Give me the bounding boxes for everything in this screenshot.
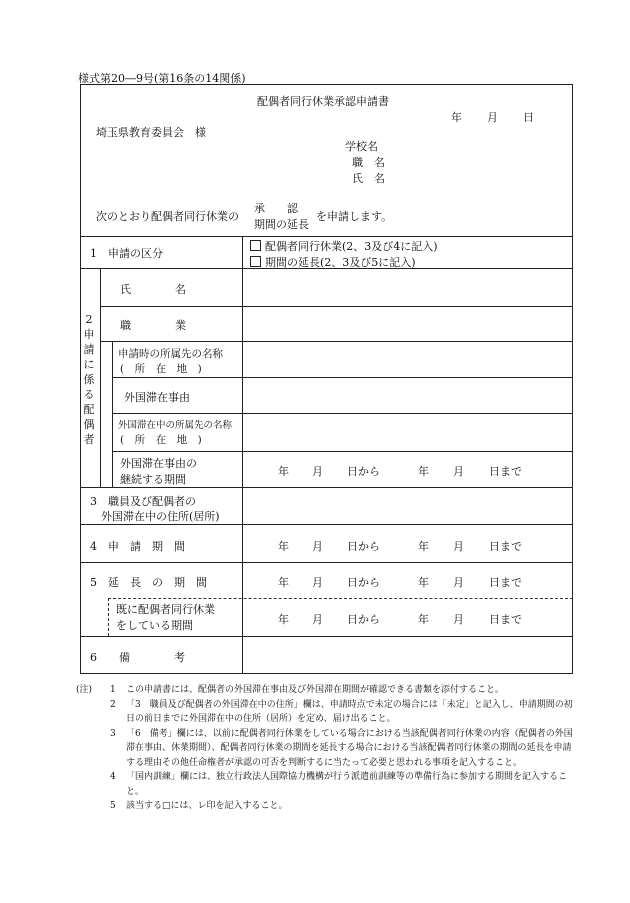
notes xyxy=(76,683,576,814)
row-divider xyxy=(80,487,573,488)
date-year: 年 xyxy=(451,111,462,124)
affiliation-label: 申請時の所属先の名称 xyxy=(118,348,223,360)
reason-period-label-2: 継続する期間 xyxy=(120,473,186,486)
option-extension[interactable]: 期間の延長(2、3及び5に記入) xyxy=(250,254,416,270)
row-divider xyxy=(112,377,573,378)
vertical-label-char: 申 xyxy=(83,328,95,341)
row-divider xyxy=(80,236,573,237)
note-item: 5 該当する□には、レ印を記入すること。 xyxy=(110,801,288,811)
vertical-label-char: る xyxy=(83,388,95,401)
note-item: 3 「6 備考」欄には、以前に配偶者同行休業をしている場合における当該配偶者同行休業の内容（配偶者の外国滞在事由、休業期間）、配偶者同行休業の期間を延長する場合における当該配偶者同行休業の期間の延長を申請する理由その他任命権者が承認の可否を判断するに当たって必要と思われる事項を記入すること。 xyxy=(110,728,573,768)
affiliation-address-label: ( 所 在 地 ) xyxy=(120,363,202,375)
addressee: 埼玉県教育委員会 様 xyxy=(96,126,206,139)
prior-leave-label-2: をしている期間 xyxy=(116,619,193,632)
column-divider xyxy=(242,236,243,674)
column-divider xyxy=(112,341,113,487)
school-name-label: 学校名 xyxy=(345,140,378,153)
section-2-vertical-label xyxy=(82,312,96,447)
section-1-label: 1 申請の区分 xyxy=(90,247,163,260)
abroad-affiliation-address-label: ( 所 在 地 ) xyxy=(120,434,202,446)
vertical-label-char: に xyxy=(83,358,95,371)
row-divider xyxy=(112,451,573,452)
position-label: 職 名 xyxy=(352,156,385,169)
dashed-divider xyxy=(108,598,573,599)
spouse-name-label: 氏 名 xyxy=(120,283,186,296)
request-option-extension: 期間の延長 xyxy=(254,218,309,231)
vertical-label-char: 者 xyxy=(83,433,95,446)
applicant-name-label: 氏 名 xyxy=(352,172,385,185)
row-divider xyxy=(100,306,573,307)
vertical-label-char: 配 xyxy=(83,403,95,416)
vertical-label-char: 2 xyxy=(85,313,93,326)
vertical-label-char: 係 xyxy=(83,373,95,386)
request-prefix: 次のとおり配偶者同行休業の xyxy=(96,210,239,223)
notes-heading: (注) xyxy=(76,685,93,695)
section-4-label: 4 申 請 期 間 xyxy=(90,540,185,553)
abroad-affiliation-label: 外国滞在中の所属先の名称 xyxy=(118,420,233,431)
date-day: 日 xyxy=(523,111,534,124)
note-item: 2 「3 職員及び配偶者の外国滞在中の住所」欄は、申請時点で未定の場合には「未定」と記入し、申請期間の初日の前日までに外国滞在中の住所（居所）を定め、届け出ること。 xyxy=(110,699,573,724)
row-divider xyxy=(112,413,573,414)
date-month: 月 xyxy=(487,111,498,124)
row-divider xyxy=(100,341,573,342)
section-5-label: 5 延 長 の 期 間 xyxy=(90,576,207,589)
row-divider xyxy=(80,524,573,525)
reason-abroad-label: 外国滞在事由 xyxy=(124,391,190,404)
vertical-label-char: 請 xyxy=(83,343,95,356)
prior-leave-label: 既に配偶者同行休業 xyxy=(116,603,215,616)
reason-period-label: 外国滞在事由の xyxy=(120,457,197,470)
vertical-label-char: 偶 xyxy=(83,418,95,431)
section-3-label-2: 外国滞在中の住所(居所) xyxy=(101,510,220,523)
request-option-approval: 承 認 xyxy=(254,202,298,215)
checkbox[interactable] xyxy=(250,240,261,251)
dashed-column xyxy=(108,598,109,636)
form-title: 配偶者同行休業承認申請書 xyxy=(257,95,389,108)
form-number: 様式第20―9号(第16条の14関係) xyxy=(78,72,246,85)
note-item: (注) 1 この申請書には、配偶者の外国滞在事由及び外国滞在期間が確認できる書類を添付すること。 xyxy=(76,683,576,698)
column-divider xyxy=(100,268,101,487)
option-same-leave[interactable]: 配偶者同行休業(2、3及び4に記入) xyxy=(250,238,438,254)
request-suffix: を申請します。 xyxy=(316,210,393,223)
section-3-label: 3 職員及び配偶者の xyxy=(90,495,196,508)
checkbox[interactable] xyxy=(250,256,261,267)
row-divider xyxy=(80,636,573,637)
spouse-job-label: 職 業 xyxy=(120,319,186,332)
section-6-label: 6 備 考 xyxy=(90,651,185,664)
row-divider xyxy=(80,562,573,563)
note-item: 4 「国内訓練」欄には、独立行政法人国際協力機構が行う派遣前訓練等の準備行為に参加する期間を記入すること。 xyxy=(110,772,568,797)
